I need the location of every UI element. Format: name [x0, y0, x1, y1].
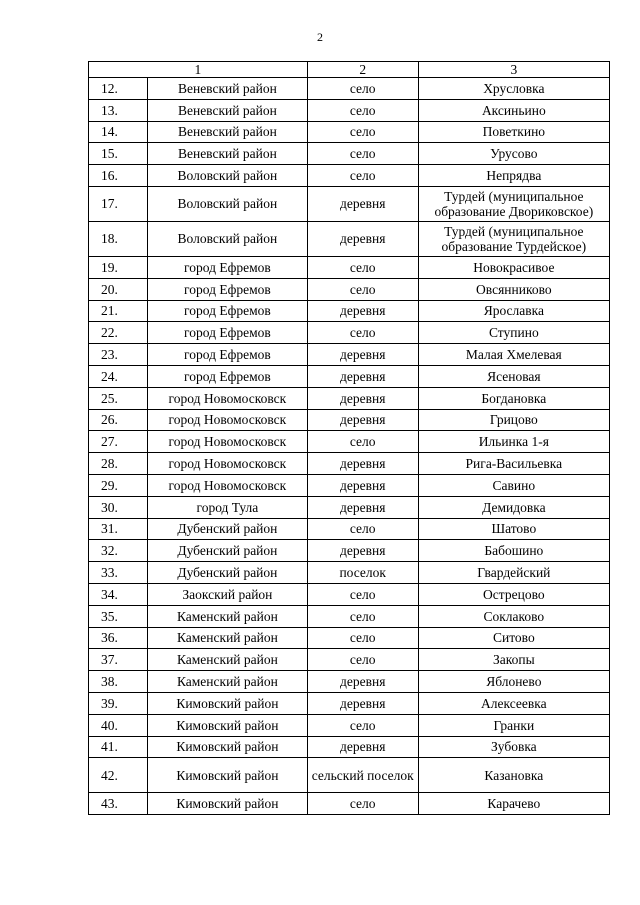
row-number: 28.: [89, 453, 148, 475]
district-cell: город Новомосковск: [148, 431, 308, 453]
settlement-type-cell: деревня: [307, 736, 418, 758]
table-row: [89, 143, 610, 165]
row-number: 31.: [89, 518, 148, 540]
settlement-type-cell: село: [307, 78, 418, 100]
header-cell-2: 2: [307, 62, 418, 78]
settlement-type-cell: деревня: [307, 409, 418, 431]
header-cell-1: 1: [89, 62, 308, 78]
table-row: [89, 344, 610, 366]
settlement-type-cell: деревня: [307, 221, 418, 256]
district-cell: Заокский район: [148, 583, 308, 605]
table-row: [89, 365, 610, 387]
district-cell: Дубенский район: [148, 562, 308, 584]
table-row: [89, 300, 610, 322]
settlement-type-cell: село: [307, 714, 418, 736]
district-cell: Дубенский район: [148, 540, 308, 562]
settlement-name-cell: Бабошино: [418, 540, 609, 562]
district-cell: город Новомосковск: [148, 409, 308, 431]
district-cell: город Новомосковск: [148, 474, 308, 496]
settlement-name-cell: Демидовка: [418, 496, 609, 518]
table-row: [89, 453, 610, 475]
settlement-name-cell: Овсянниково: [418, 278, 609, 300]
settlement-type-cell: деревня: [307, 671, 418, 693]
settlement-name-cell: Новокрасивое: [418, 256, 609, 278]
settlement-name-cell: Зубовка: [418, 736, 609, 758]
settlement-type-cell: село: [307, 605, 418, 627]
settlement-type-cell: село: [307, 256, 418, 278]
row-number: 20.: [89, 278, 148, 300]
table-row: [89, 605, 610, 627]
settlement-name-cell: Рига-Васильевка: [418, 453, 609, 475]
settlement-name-cell: Аксиньино: [418, 99, 609, 121]
table-row: [89, 278, 610, 300]
row-number: 27.: [89, 431, 148, 453]
table-header-row: [89, 62, 610, 78]
settlement-name-cell: Карачево: [418, 793, 609, 815]
row-number: 34.: [89, 583, 148, 605]
settlement-type-cell: деревня: [307, 365, 418, 387]
table-row: [89, 99, 610, 121]
settlement-type-cell: село: [307, 583, 418, 605]
table-row: [89, 518, 610, 540]
row-number: 30.: [89, 496, 148, 518]
row-number: 22.: [89, 322, 148, 344]
settlement-name-cell: Гвардейский: [418, 562, 609, 584]
table-row: [89, 322, 610, 344]
settlement-name-cell: Хрусловка: [418, 78, 609, 100]
settlement-name-cell: Грицово: [418, 409, 609, 431]
row-number: 33.: [89, 562, 148, 584]
settlement-name-cell: Ильинка 1-я: [418, 431, 609, 453]
row-number: 14.: [89, 121, 148, 143]
settlement-type-cell: деревня: [307, 474, 418, 496]
row-number: 17.: [89, 186, 148, 221]
table-row: [89, 78, 610, 100]
settlement-name-cell: Савино: [418, 474, 609, 496]
table-row: [89, 431, 610, 453]
district-cell: Каменский район: [148, 671, 308, 693]
district-cell: город Ефремов: [148, 256, 308, 278]
row-number: 43.: [89, 793, 148, 815]
table-row: [89, 671, 610, 693]
settlement-type-cell: село: [307, 518, 418, 540]
settlement-type-cell: село: [307, 431, 418, 453]
row-number: 37.: [89, 649, 148, 671]
settlement-name-cell: Малая Хмелевая: [418, 344, 609, 366]
district-cell: Веневский район: [148, 78, 308, 100]
settlement-name-cell: Турдей (муниципальное образование Турдейское): [418, 221, 609, 256]
settlement-type-cell: поселок: [307, 562, 418, 584]
settlement-type-cell: деревня: [307, 453, 418, 475]
table-row: [89, 540, 610, 562]
district-cell: Воловский район: [148, 165, 308, 187]
district-cell: город Ефремов: [148, 322, 308, 344]
district-cell: Воловский район: [148, 186, 308, 221]
settlement-name-cell: Ступино: [418, 322, 609, 344]
table-row: [89, 714, 610, 736]
settlement-name-cell: Ситово: [418, 627, 609, 649]
table-row: [89, 221, 610, 256]
district-cell: Каменский район: [148, 649, 308, 671]
row-number: 15.: [89, 143, 148, 165]
row-number: 23.: [89, 344, 148, 366]
row-number: 38.: [89, 671, 148, 693]
table-row: [89, 692, 610, 714]
district-cell: Веневский район: [148, 143, 308, 165]
row-number: 39.: [89, 692, 148, 714]
settlement-type-cell: село: [307, 121, 418, 143]
settlement-type-cell: село: [307, 99, 418, 121]
row-number: 24.: [89, 365, 148, 387]
district-cell: город Ефремов: [148, 365, 308, 387]
row-number: 26.: [89, 409, 148, 431]
district-cell: город Новомосковск: [148, 387, 308, 409]
settlement-type-cell: деревня: [307, 692, 418, 714]
table-row: [89, 121, 610, 143]
settlement-name-cell: Яблонево: [418, 671, 609, 693]
settlement-type-cell: деревня: [307, 496, 418, 518]
row-number: 29.: [89, 474, 148, 496]
district-cell: город Ефремов: [148, 344, 308, 366]
district-cell: Веневский район: [148, 99, 308, 121]
page-number: 2: [317, 30, 323, 44]
settlement-name-cell: Закопы: [418, 649, 609, 671]
row-number: 40.: [89, 714, 148, 736]
settlement-name-cell: Богдановка: [418, 387, 609, 409]
settlement-type-cell: деревня: [307, 387, 418, 409]
row-number: 42.: [89, 758, 148, 793]
settlements-table: [88, 61, 610, 815]
district-cell: город Ефремов: [148, 278, 308, 300]
row-number: 35.: [89, 605, 148, 627]
table-row: [89, 256, 610, 278]
row-number: 18.: [89, 221, 148, 256]
settlement-type-cell: сельский поселок: [307, 758, 418, 793]
settlement-name-cell: Шатово: [418, 518, 609, 540]
table-row: [89, 562, 610, 584]
district-cell: город Ефремов: [148, 300, 308, 322]
district-cell: Кимовский район: [148, 793, 308, 815]
row-number: 19.: [89, 256, 148, 278]
table-row: [89, 793, 610, 815]
table-row: [89, 649, 610, 671]
row-number: 13.: [89, 99, 148, 121]
table-row: [89, 496, 610, 518]
settlement-name-cell: Гранки: [418, 714, 609, 736]
row-number: 12.: [89, 78, 148, 100]
table-row: [89, 736, 610, 758]
settlement-name-cell: Поветкино: [418, 121, 609, 143]
settlement-type-cell: село: [307, 627, 418, 649]
district-cell: Кимовский район: [148, 758, 308, 793]
table-row: [89, 409, 610, 431]
table-row: [89, 387, 610, 409]
district-cell: Каменский район: [148, 605, 308, 627]
row-number: 16.: [89, 165, 148, 187]
row-number: 25.: [89, 387, 148, 409]
settlement-type-cell: село: [307, 322, 418, 344]
settlement-type-cell: деревня: [307, 540, 418, 562]
district-cell: Кимовский район: [148, 714, 308, 736]
settlement-type-cell: село: [307, 649, 418, 671]
settlement-name-cell: Урусово: [418, 143, 609, 165]
settlement-type-cell: деревня: [307, 300, 418, 322]
settlement-name-cell: Ясеновая: [418, 365, 609, 387]
settlement-name-cell: Ярославка: [418, 300, 609, 322]
table-row: [89, 165, 610, 187]
settlement-name-cell: Казановка: [418, 758, 609, 793]
district-cell: Дубенский район: [148, 518, 308, 540]
row-number: 32.: [89, 540, 148, 562]
settlement-type-cell: деревня: [307, 186, 418, 221]
table-row: [89, 627, 610, 649]
district-cell: Кимовский район: [148, 736, 308, 758]
row-number: 36.: [89, 627, 148, 649]
settlement-name-cell: Соклаково: [418, 605, 609, 627]
district-cell: Кимовский район: [148, 692, 308, 714]
settlement-type-cell: село: [307, 165, 418, 187]
settlement-type-cell: село: [307, 793, 418, 815]
header-cell-3: 3: [418, 62, 609, 78]
settlement-name-cell: Острецово: [418, 583, 609, 605]
table-row: [89, 758, 610, 793]
table-row: [89, 474, 610, 496]
table-row: [89, 583, 610, 605]
district-cell: город Новомосковск: [148, 453, 308, 475]
row-number: 41.: [89, 736, 148, 758]
district-cell: город Тула: [148, 496, 308, 518]
row-number: 21.: [89, 300, 148, 322]
district-cell: Каменский район: [148, 627, 308, 649]
district-cell: Веневский район: [148, 121, 308, 143]
district-cell: Воловский район: [148, 221, 308, 256]
settlement-name-cell: Алексеевка: [418, 692, 609, 714]
table-row: [89, 186, 610, 221]
settlement-type-cell: деревня: [307, 344, 418, 366]
settlement-type-cell: село: [307, 143, 418, 165]
settlement-type-cell: село: [307, 278, 418, 300]
settlement-name-cell: Турдей (муниципальное образование Двориковское): [418, 186, 609, 221]
settlement-name-cell: Непрядва: [418, 165, 609, 187]
